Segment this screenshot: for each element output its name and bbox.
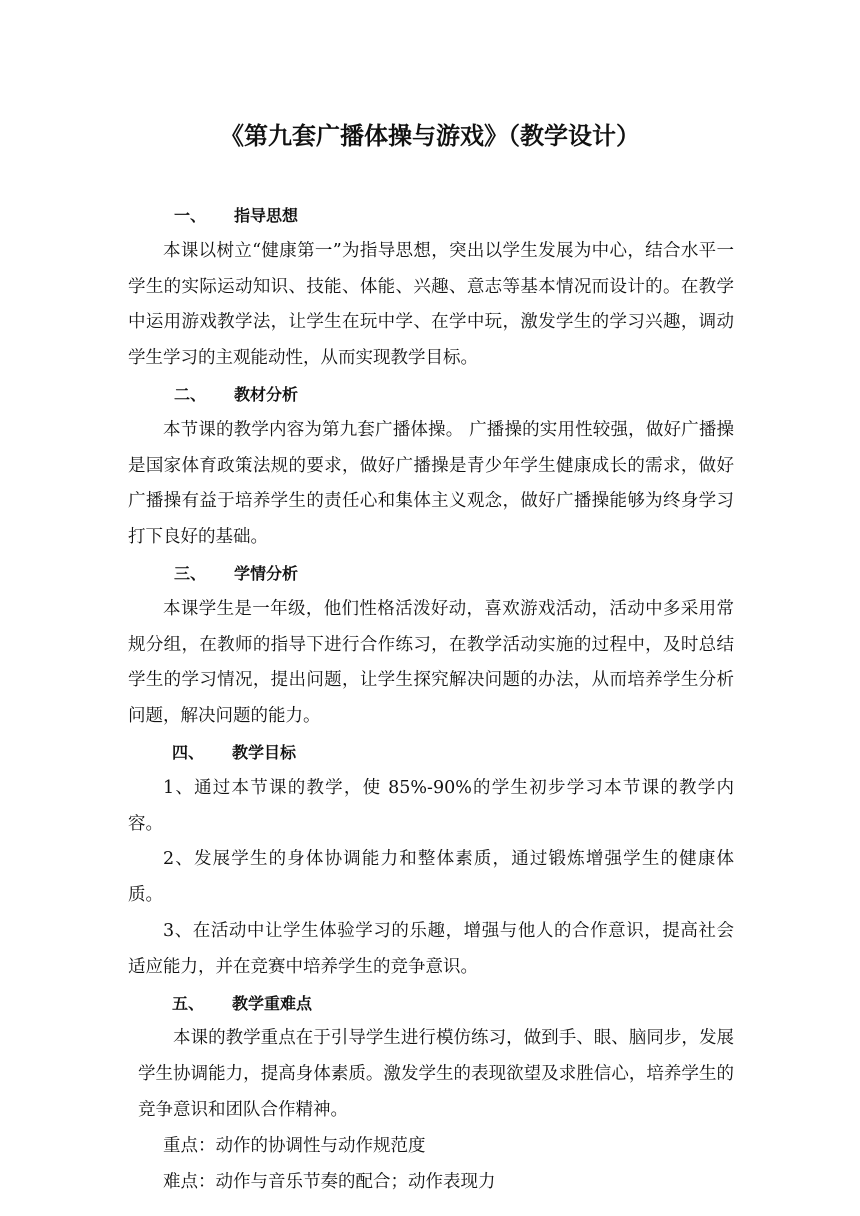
section-number: 五、 (172, 993, 205, 1013)
section-title: 教材分析 (234, 384, 299, 404)
objective-item: 3、在活动中让学生体验学习的乐趣，增强与他人的合作意识，提高社会适应能力，并在竞赛中培养学生的竞争意识。 (128, 920, 734, 977)
paragraph: 本节课的教学内容为第九套广播体操。 广播操的实用性较强，做好广播操是国家体育政策法规的要求，做好广播操是青少年学生健康成长的需求，做好广播操有益于培养学生的责任心和集体主义观念，做好广播操能够为终身学习打下良好的基础。 (128, 419, 734, 548)
paragraph: 本课学生是一年级，他们性格活泼好动，喜欢游戏活动，活动中多采用常规分组，在教师的指导下进行合作练习，在教学活动实施的过程中，及时总结学生的学习情况，提出问题，让学生探究解决问题的办法，从而培养学生分析问题，解决问题的能力。 (128, 598, 734, 727)
section-heading-1 (128, 198, 734, 234)
document-title: 《第九套广播体操与游戏》（教学设计） (220, 122, 640, 150)
section-heading-4 (128, 735, 734, 771)
paragraph: 本课以树立“健康第一”为指导思想，突出以学生发展为中心，结合水平一学生的实际运动知识、技能、体能、兴趣、意志等基本情况而设计的。在教学中运用游戏教学法，让学生在玩中学、在学中玩，激发学生的学习兴趣，调动学生学习的主观能动性，从而实现教学目标。 (128, 240, 734, 369)
section-number: 二、 (174, 384, 207, 404)
section-number: 一、 (174, 206, 207, 225)
section-title: 指导思想 (234, 206, 299, 225)
difficult-point: 难点：动作与音乐节奏的配合；动作表现力 (163, 1171, 496, 1192)
objective-item: 2、发展学生的身体协调能力和整体素质，通过锻炼增强学生的健康体质。 (128, 849, 734, 906)
document-body (128, 198, 734, 1200)
section-title: 学情分析 (234, 563, 299, 583)
key-point: 重点：动作的协调性与动作规范度 (163, 1135, 426, 1156)
section-heading-3 (128, 556, 734, 592)
section-number: 三、 (174, 563, 207, 583)
section-title: 教学重难点 (232, 993, 313, 1013)
section-number: 四、 (172, 742, 205, 762)
objective-item: 1、通过本节课的教学，使 85%-90%的学生初步学习本节课的教学内容。 (128, 777, 734, 834)
section-heading-5 (128, 986, 734, 1022)
paragraph: 本课的教学重点在于引导学生进行模仿练习，做到手、眼、脑同步，发展学生协调能力，提高身体素质。激发学生的表现欲望及求胜信心，培养学生的竞争意识和团队合作精神。 (138, 1028, 734, 1120)
section-heading-2 (128, 377, 734, 413)
section-title: 教学目标 (232, 742, 297, 762)
